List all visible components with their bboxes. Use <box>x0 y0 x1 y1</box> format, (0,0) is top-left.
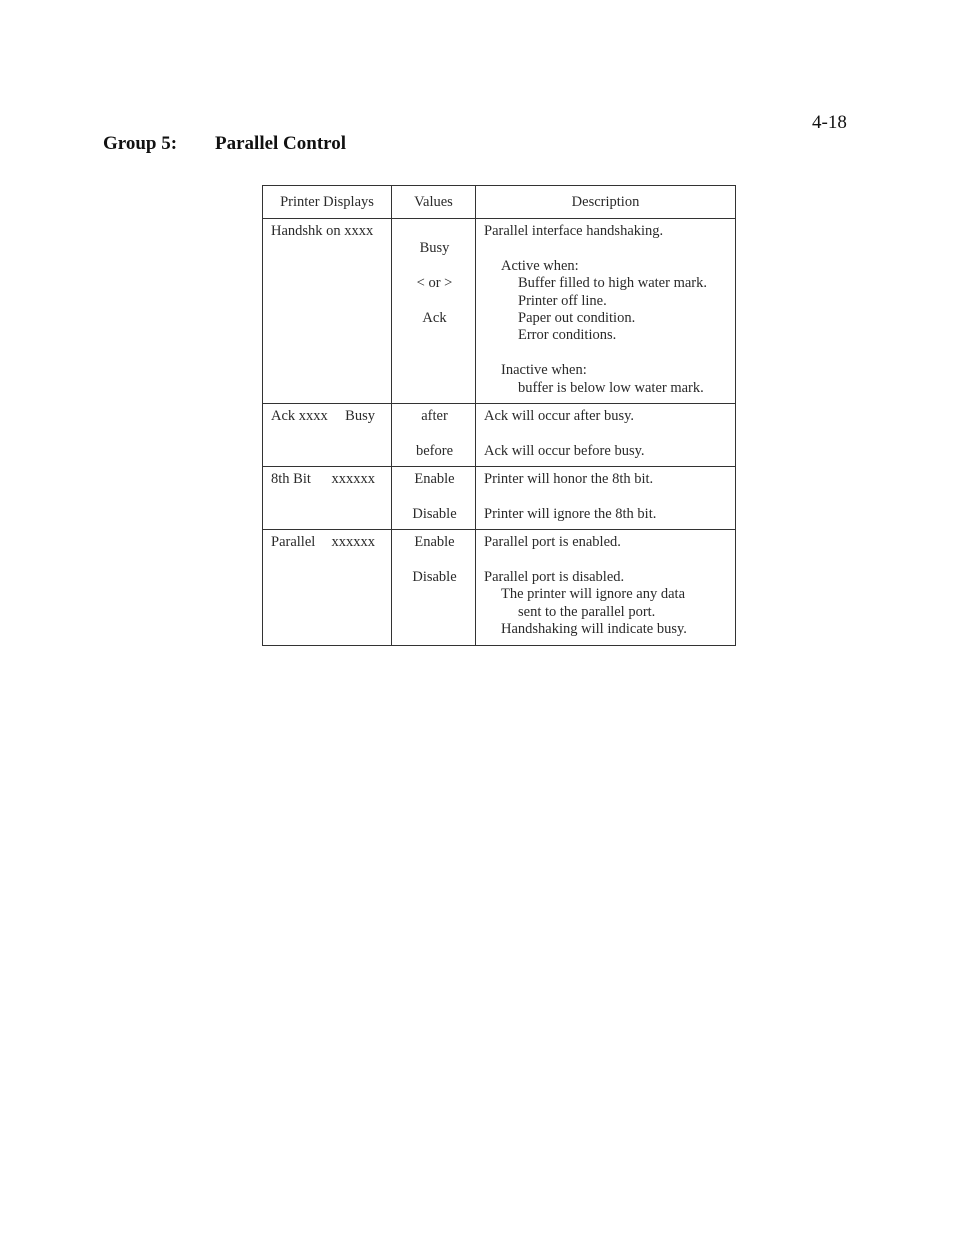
spacer <box>400 425 469 442</box>
value-option: Busy <box>419 240 450 257</box>
description-line: Buffer filled to high water mark. <box>518 275 707 292</box>
values <box>392 530 475 592</box>
value-option: < or > <box>416 275 453 292</box>
description-line: Paper out condition. <box>518 309 636 326</box>
printer-display-part: xxxxxx <box>331 534 375 551</box>
description <box>476 530 735 644</box>
description-cell <box>476 530 736 645</box>
header-printer-displays: Printer Displays <box>263 186 392 219</box>
values <box>392 404 475 466</box>
spacer <box>400 488 469 505</box>
table-row <box>263 403 736 466</box>
printer-display-cell <box>263 467 392 530</box>
value-option: Enable <box>414 534 455 551</box>
printer-display-cell <box>263 530 392 645</box>
page-number: 4-18 <box>812 112 847 133</box>
description-cell <box>476 467 736 530</box>
table-row <box>263 467 736 530</box>
value-option: before <box>415 442 454 459</box>
description-line: Printer will honor the 8th bit. <box>484 471 654 488</box>
description-line: Parallel interface handshaking. <box>484 223 664 239</box>
spacer <box>400 293 469 310</box>
description-line: buffer is below low water mark. <box>518 379 704 396</box>
spacer <box>484 552 729 569</box>
value-option: Disable <box>412 505 457 522</box>
printer-display <box>263 530 391 557</box>
printer-display-part: 8th Bit <box>271 471 311 488</box>
description-line: Handshaking will indicate busy. <box>501 621 687 638</box>
printer-display-part: Handshk on xxxx <box>271 223 374 239</box>
description-line: Active when: <box>501 257 579 274</box>
spacer <box>484 240 729 257</box>
description-line: Error conditions. <box>518 327 617 344</box>
header-description: Description <box>476 186 736 219</box>
values-cell <box>392 219 476 404</box>
values-cell <box>392 467 476 530</box>
value-option: Disable <box>412 569 457 586</box>
values <box>392 219 475 333</box>
values-cell <box>392 403 476 466</box>
description-line: Inactive when: <box>501 362 587 379</box>
printer-display-part: xxxxxx <box>331 471 375 488</box>
description-line: Parallel port is disabled. <box>484 569 625 586</box>
printer-display <box>263 404 391 431</box>
description-line: The printer will ignore any data <box>501 586 686 603</box>
description-line: Ack will occur after busy. <box>484 407 635 424</box>
table-header-row <box>263 186 736 219</box>
printer-display-text <box>271 471 385 488</box>
printer-display-part: Ack xxxx <box>271 407 328 424</box>
printer-display-part: Busy <box>345 407 375 424</box>
printer-display-cell <box>263 403 392 466</box>
description-line: Printer will ignore the 8th bit. <box>484 505 657 522</box>
description <box>476 404 735 466</box>
printer-display-cell <box>263 219 392 404</box>
values-cell <box>392 530 476 645</box>
spacer <box>484 488 729 505</box>
printer-display <box>263 467 391 494</box>
header-values: Values <box>392 186 476 219</box>
value-option: Ack <box>422 309 447 326</box>
printer-display-part: Parallel <box>271 534 316 551</box>
value-option: after <box>421 407 448 424</box>
value-option: Enable <box>414 471 455 488</box>
description <box>476 467 735 529</box>
table-row <box>263 530 736 645</box>
description <box>476 219 735 403</box>
spacer <box>484 425 729 442</box>
spacer <box>400 223 469 240</box>
description-line: Printer off line. <box>518 292 607 309</box>
description-cell <box>476 219 736 404</box>
printer-display-text <box>271 408 385 425</box>
table-row <box>263 219 736 404</box>
description-line: Ack will occur before busy. <box>484 442 645 459</box>
parallel-control-table <box>262 185 736 646</box>
description-line: sent to the parallel port. <box>518 603 656 620</box>
printer-display-text <box>271 534 385 551</box>
printer-display-text <box>271 223 385 240</box>
spacer <box>484 345 729 362</box>
spacer <box>400 552 469 569</box>
group-label: Group 5: <box>103 133 178 154</box>
printer-display <box>263 219 391 246</box>
section-title: Parallel Control <box>215 133 347 154</box>
values <box>392 467 475 529</box>
description-line: Parallel port is enabled. <box>484 534 621 551</box>
description-cell <box>476 403 736 466</box>
spacer <box>400 258 469 275</box>
